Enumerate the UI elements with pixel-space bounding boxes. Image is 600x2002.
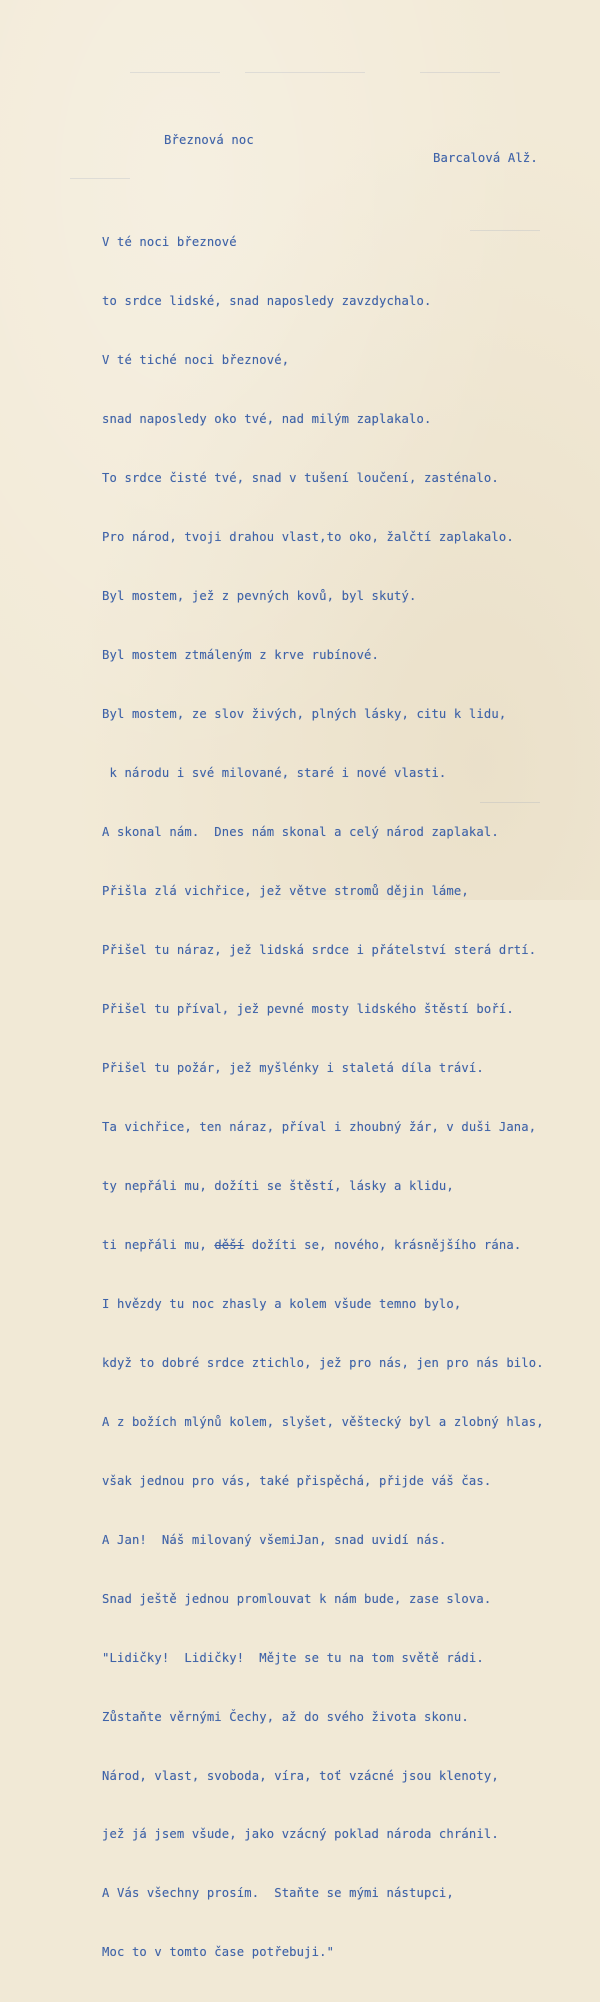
poem-line: Přišla zlá vichřice, jež větve stromů dějin láme,: [102, 883, 469, 898]
poem-line: A skonal nám. Dnes nám skonal a celý národ zaplakal.: [102, 825, 499, 839]
poem-line: Byl mostem ztmáleným z krve rubínové.: [102, 648, 380, 663]
bleed-mark: [70, 178, 130, 179]
poem-line: V té tiché noci březnové,: [102, 353, 290, 368]
struck-out-word: děší: [214, 1237, 245, 1252]
poem-body: [102, 194, 544, 2002]
poem-line-with-strikeout: [102, 1236, 544, 1256]
poem-line: když to dobré srdce ztichlo, jež pro nás, jen pro nás bilo.: [102, 1355, 544, 1370]
poem-line: však jednou pro vás, také přispěchá, přijde váš čas.: [102, 1473, 492, 1488]
poem-line: A Vás všechny prosím. Staňte se mými nástupci,: [102, 1886, 454, 1901]
poem-line: Ta vichřice, ten náraz, příval i zhoubný žár, v duši Jana,: [102, 1119, 537, 1134]
poem-line: Přišel tu požár, jež myšlénky i staletá díla tráví.: [102, 1060, 484, 1075]
poem-title: Březnová noc: [164, 133, 254, 147]
poem-line: V té noci březnové: [102, 235, 237, 250]
author-name: Barcalová Alž.: [433, 151, 538, 165]
poem-line: Moc to v tomto čase potřebuji.": [102, 1945, 335, 1960]
poem-line: snad naposledy oko tvé, nad milým zaplakalo.: [102, 412, 432, 427]
poem-line: "Lidičky! Lidičky! Mějte se tu na tom světě rádi.: [102, 1650, 484, 1665]
poem-line: Přišel tu náraz, jež lidská srdce i přátelství sterá drtí.: [102, 942, 537, 957]
poem-line: Byl mostem, jež z pevných kovů, byl skutý.: [102, 589, 417, 604]
poem-line: jež já jsem všude, jako vzácný poklad národa chránil.: [102, 1827, 499, 1842]
poem-line: Zůstaňte věrnými Čechy, až do svého života skonu.: [102, 1709, 469, 1724]
poem-line: k národu i své milované, staré i nové vlasti.: [102, 766, 447, 781]
poem-line: A Jan! Náš milovaný všemiJan, snad uvidí nás.: [102, 1532, 447, 1547]
poem-line: ty nepřáli mu, dožíti se štěstí, lásky a klidu,: [102, 1178, 454, 1193]
poem-line: Pro národ, tvoji drahou vlast,to oko, žalčtí zaplakalo.: [102, 530, 514, 545]
bleed-mark: [245, 72, 365, 73]
bleed-mark: [420, 72, 500, 73]
poem-line: To srdce čisté tvé, snad v tušení loučení, zasténalo.: [102, 471, 499, 486]
poem-line-rest: dožíti se, nového, krásnějšího rána.: [244, 1237, 522, 1252]
poem-line: to srdce lidské, snad naposledy zavzdychalo.: [102, 294, 432, 309]
poem-line: I hvězdy tu noc zhasly a kolem všude temno bylo,: [102, 1296, 462, 1311]
poem-line: Přišel tu příval, jež pevné mosty lidského štěstí boří.: [102, 1001, 514, 1016]
bleed-mark: [130, 72, 220, 73]
poem-line-start: ti nepřáli mu,: [102, 1237, 215, 1252]
poem-line: Byl mostem, ze slov živých, plných lásky, citu k lidu,: [102, 707, 507, 722]
poem-line: Národ, vlast, svoboda, víra, toť vzácné jsou klenoty,: [102, 1768, 499, 1783]
poem-line: A z božích mlýnů kolem, slyšet, věštecký byl a zlobný hlas,: [102, 1414, 544, 1429]
poem-line: Snad ještě jednou promlouvat k nám bude, zase slova.: [102, 1591, 492, 1606]
